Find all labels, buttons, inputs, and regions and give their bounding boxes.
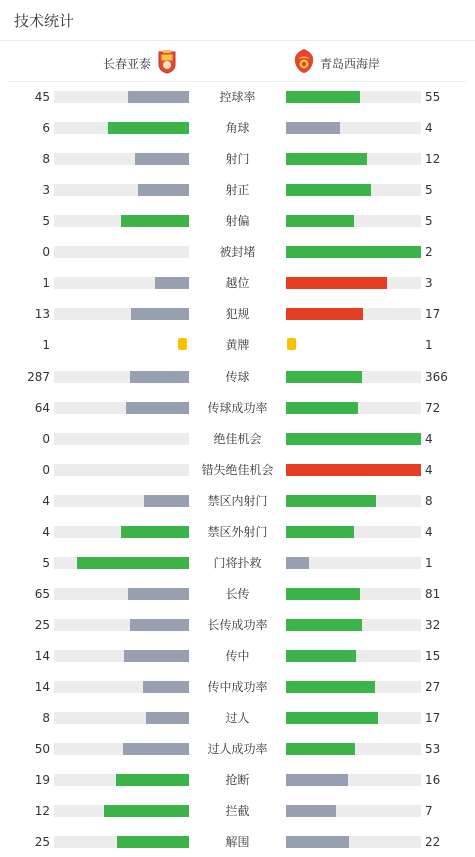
stat-label: 长传成功率 [207, 618, 268, 633]
away-stat-value: 366 [425, 369, 448, 384]
home-stat-bar [77, 557, 189, 569]
teams-header [9, 41, 466, 82]
stat-row [0, 646, 475, 666]
home-stat-bar-track [54, 712, 189, 724]
stat-label: 错失绝佳机会 [201, 462, 274, 477]
stat-row [0, 522, 475, 542]
away-stat-value: 16 [425, 773, 441, 788]
home-stat-bar-track [54, 91, 189, 103]
away-stat-bar-track [286, 588, 421, 600]
stat-label: 过人成功率 [207, 742, 268, 757]
away-stat-bar-track [286, 277, 421, 289]
stat-row [0, 149, 475, 169]
away-stat-bar-track [286, 712, 421, 724]
away-stat-bar [286, 215, 354, 227]
stat-label: 门将扑救 [213, 555, 262, 570]
away-stat-value: 5 [425, 183, 433, 198]
stat-row [0, 367, 475, 387]
page-header [0, 0, 475, 41]
stat-row [0, 211, 475, 231]
home-stat-value: 287 [27, 369, 50, 384]
home-stat-value: 19 [34, 773, 50, 788]
away-stat-bar-track [286, 464, 421, 476]
home-stat-bar-track [54, 122, 189, 134]
stat-row [0, 491, 475, 511]
page-title: 技术统计 [14, 11, 75, 30]
stat-label: 被封堵 [219, 245, 256, 260]
away-stat-bar-track [286, 153, 421, 165]
away-stat-value: 81 [425, 586, 441, 601]
home-stat-bar [104, 805, 189, 817]
home-stat-bar [155, 277, 189, 289]
home-stat-value: 64 [34, 400, 50, 415]
away-stat-value: 12 [425, 152, 441, 167]
away-stat-bar [286, 308, 363, 320]
home-stat-bar [138, 184, 189, 196]
away-stat-bar-track [286, 650, 421, 662]
home-stat-bar-track [54, 371, 189, 383]
home-stat-bar [124, 650, 189, 662]
away-stat-bar-track [286, 743, 421, 755]
home-stat-value: 1 [42, 338, 50, 353]
home-stat-bar-track [54, 464, 189, 476]
stat-row [0, 553, 475, 573]
away-stat-bar-track [286, 91, 421, 103]
away-stat-bar [286, 495, 376, 507]
away-stat-value: 22 [425, 835, 441, 850]
stat-label: 禁区内射门 [207, 493, 268, 508]
home-stat-bar [130, 371, 189, 383]
away-stat-bar [286, 712, 378, 724]
stat-label: 控球率 [219, 90, 256, 104]
home-stat-value: 13 [34, 307, 50, 322]
home-stat-bar [135, 153, 189, 165]
away-stat-value: 32 [425, 618, 441, 633]
away-stat-bar [286, 153, 367, 165]
away-stat-bar [286, 402, 358, 414]
away-stat-bar-track [286, 495, 421, 507]
home-stat-bar-track [54, 774, 189, 786]
home-stat-bar-track [54, 277, 189, 289]
stat-row [0, 429, 475, 449]
home-stat-value: 45 [34, 90, 50, 104]
away-stat-bar-track [286, 681, 421, 693]
home-stat-bar [128, 588, 189, 600]
home-team[interactable] [103, 49, 177, 78]
away-stat-value: 55 [425, 90, 441, 104]
away-stat-value: 15 [425, 649, 441, 664]
stat-row [0, 801, 475, 821]
away-stat-bar-track [286, 433, 421, 445]
home-stat-bar-track [54, 836, 189, 848]
home-team-badge-icon [157, 49, 177, 78]
stat-row [0, 87, 475, 107]
home-stat-value: 8 [42, 152, 50, 167]
stat-label: 传中成功率 [207, 680, 268, 695]
away-stat-bar [286, 805, 336, 817]
stat-row [0, 739, 475, 759]
away-stat-bar [286, 619, 362, 631]
stat-label: 传中 [225, 649, 250, 664]
home-stat-bar [130, 619, 189, 631]
home-stat-bar-track [54, 557, 189, 569]
away-stat-bar-track [286, 557, 421, 569]
away-stat-value: 72 [425, 400, 441, 415]
home-stat-bar-track [54, 619, 189, 631]
away-stat-bar [286, 246, 421, 258]
stat-label: 射门 [225, 152, 250, 167]
stat-label: 长传 [225, 586, 250, 601]
home-stat-bar-track [54, 805, 189, 817]
stat-label: 黄牌 [225, 338, 250, 353]
away-stat-bar [286, 433, 421, 445]
home-stat-bar-track [54, 308, 189, 320]
stat-row [0, 118, 475, 138]
away-stat-value: 7 [425, 804, 433, 819]
away-stat-bar [286, 184, 371, 196]
stat-label: 传球成功率 [207, 400, 268, 415]
home-stat-bar-track [54, 743, 189, 755]
home-stat-value: 0 [42, 245, 50, 260]
stat-row [0, 242, 475, 262]
home-stat-value: 4 [42, 524, 50, 539]
stat-row [0, 304, 475, 324]
home-stat-bar-track [54, 215, 189, 227]
home-stat-value: 6 [42, 121, 50, 136]
stat-label: 绝佳机会 [213, 431, 262, 446]
away-stat-bar-track [286, 371, 421, 383]
away-stat-bar [286, 371, 362, 383]
away-team[interactable] [292, 48, 380, 78]
away-stat-bar [286, 681, 375, 693]
away-stat-value: 17 [425, 307, 441, 322]
home-stat-bar [146, 712, 189, 724]
away-stat-bar-track [286, 122, 421, 134]
home-stat-bar [123, 743, 189, 755]
home-stat-value: 3 [42, 183, 50, 198]
home-stat-bar [121, 215, 189, 227]
home-stat-value: 12 [34, 804, 50, 819]
away-stat-bar-track [286, 246, 421, 258]
stat-row [0, 460, 475, 480]
away-stat-bar-track [286, 619, 421, 631]
home-stat-bar [128, 91, 189, 103]
home-stat-value: 14 [34, 680, 50, 695]
home-stat-value: 1 [42, 276, 50, 291]
home-stat-bar [121, 526, 189, 538]
away-stat-bar [286, 557, 309, 569]
home-stat-bar [117, 836, 189, 848]
stat-label: 传球 [225, 369, 250, 384]
away-yellow-card-icon [287, 338, 296, 350]
away-stat-value: 4 [425, 462, 433, 477]
away-stat-bar-track [286, 774, 421, 786]
home-stat-value: 0 [42, 431, 50, 446]
home-team-name: 长春亚泰 [102, 57, 151, 71]
away-stat-bar-track [286, 184, 421, 196]
home-stat-value: 25 [34, 835, 50, 850]
away-stat-value: 1 [425, 555, 433, 570]
away-stat-bar [286, 650, 356, 662]
stat-label: 抢断 [225, 773, 250, 788]
stat-label: 解围 [225, 835, 250, 850]
away-stat-value: 4 [425, 121, 433, 136]
away-team-badge-icon [292, 48, 316, 78]
away-stat-value: 17 [425, 711, 441, 726]
home-stat-value: 65 [34, 586, 50, 601]
home-yellow-card-icon [178, 338, 187, 350]
home-stat-bar [144, 495, 189, 507]
away-stat-bar [286, 743, 355, 755]
stat-row [0, 770, 475, 790]
away-stat-bar-track [286, 308, 421, 320]
stat-label: 射偏 [225, 214, 250, 229]
home-stat-value: 4 [42, 493, 50, 508]
home-stat-value: 5 [42, 214, 50, 229]
home-stat-bar-track [54, 650, 189, 662]
home-stat-bar-track [54, 402, 189, 414]
away-stat-bar [286, 91, 360, 103]
away-stat-value: 8 [425, 493, 433, 508]
away-stat-bar-track [286, 836, 421, 848]
home-stat-value: 14 [34, 649, 50, 664]
away-stat-bar [286, 122, 340, 134]
home-stat-bar-track [54, 184, 189, 196]
stat-row [0, 398, 475, 418]
home-stat-bar-track [54, 433, 189, 445]
stat-label: 犯规 [225, 307, 250, 322]
home-stat-bar [143, 681, 189, 693]
home-stat-bar-track [54, 246, 189, 258]
stat-row [0, 832, 475, 852]
stat-row [0, 708, 475, 728]
away-stat-bar [286, 526, 354, 538]
away-stat-value: 3 [425, 276, 433, 291]
stat-row [0, 615, 475, 635]
home-stat-value: 50 [34, 742, 50, 757]
away-stat-bar [286, 774, 348, 786]
away-stat-value: 5 [425, 214, 433, 229]
stat-row [0, 335, 475, 355]
stat-label: 角球 [225, 121, 250, 136]
away-stat-bar-track [286, 402, 421, 414]
home-stat-bar-track [54, 495, 189, 507]
away-stat-bar [286, 277, 387, 289]
away-stat-value: 2 [425, 245, 433, 260]
away-stat-bar-track [286, 526, 421, 538]
stat-label: 射正 [225, 183, 250, 198]
home-stat-bar [131, 308, 189, 320]
stat-row [0, 273, 475, 293]
away-stat-value: 1 [425, 338, 433, 353]
home-stat-value: 8 [42, 711, 50, 726]
away-stat-value: 53 [425, 742, 441, 757]
stat-row [0, 584, 475, 604]
away-stat-value: 4 [425, 431, 433, 446]
home-stat-bar-track [54, 588, 189, 600]
stat-row [0, 180, 475, 200]
stat-label: 禁区外射门 [207, 524, 268, 539]
home-stat-value: 0 [42, 462, 50, 477]
home-stat-bar-track [54, 526, 189, 538]
home-stat-bar [126, 402, 189, 414]
home-stat-bar-track [54, 153, 189, 165]
home-stat-value: 25 [34, 618, 50, 633]
home-stat-value: 5 [42, 555, 50, 570]
away-stat-value: 27 [425, 680, 441, 695]
stat-label: 越位 [225, 276, 250, 291]
away-stat-bar-track [286, 805, 421, 817]
away-stat-bar [286, 836, 349, 848]
home-stat-bar [116, 774, 189, 786]
home-stat-bar [108, 122, 189, 134]
stat-label: 过人 [225, 711, 250, 726]
away-stat-bar [286, 464, 421, 476]
away-team-name: 青岛西海岸 [320, 56, 381, 71]
stat-row [0, 677, 475, 697]
away-stat-value: 4 [425, 524, 433, 539]
away-stat-bar-track [286, 215, 421, 227]
stat-label: 拦截 [225, 804, 250, 819]
away-stat-bar [286, 588, 360, 600]
home-stat-bar-track [54, 681, 189, 693]
